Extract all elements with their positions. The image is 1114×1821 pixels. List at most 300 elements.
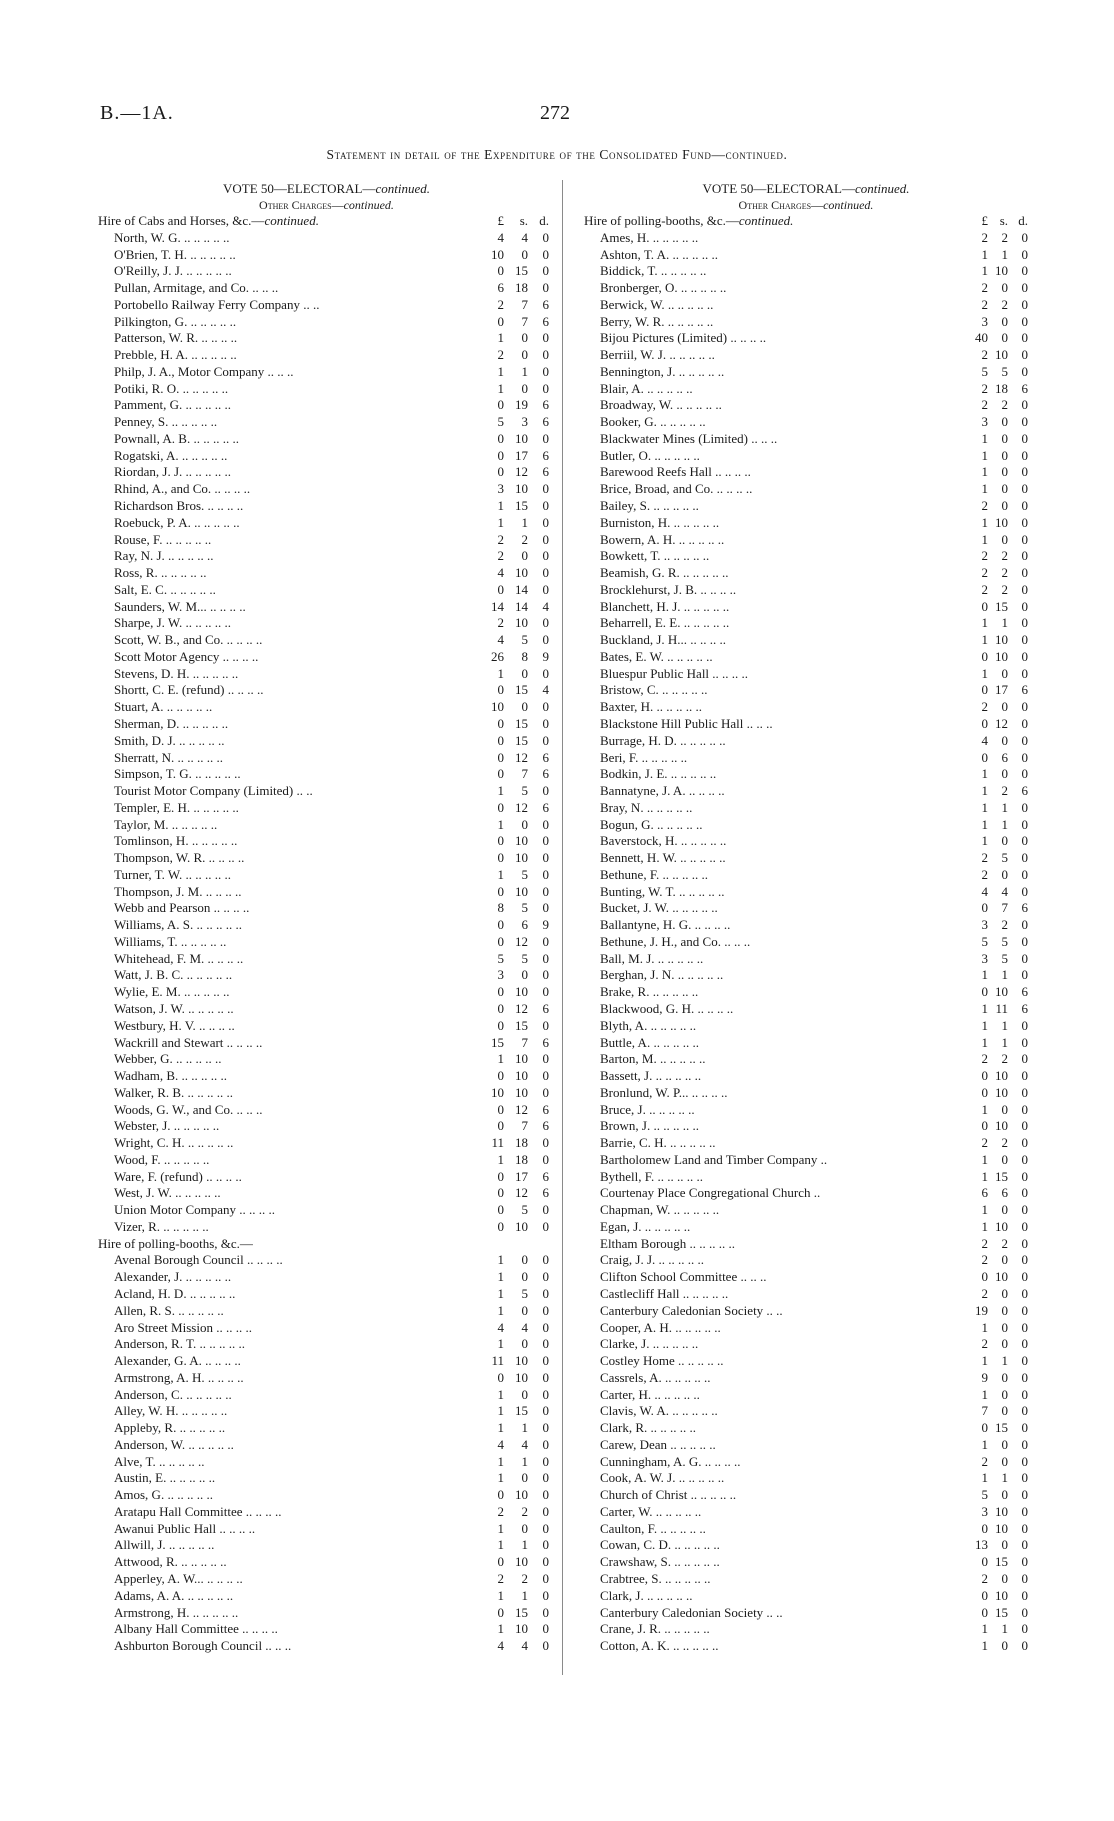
payee-name: Smith, D. J. .. .. .. .. .. [114,732,225,748]
ledger-row [98,381,555,398]
payee-name: Patterson, W. R. .. .. .. .. [114,330,238,346]
payee-name: Bannatyne, J. A. .. .. .. .. [600,783,725,799]
payee-name: Ballantyne, H. G. .. .. .. .. [600,917,731,933]
amount [958,1554,1028,1571]
amount [958,347,1028,364]
other-charges-heading: Other Charges—continued. [259,198,394,212]
payee-name: Bowern, A. H. .. .. .. .. .. [600,531,725,547]
pence-value: 0 [542,1302,549,1318]
payee-name: Acland, H. D. .. .. .. .. .. [114,1286,236,1301]
shillings-value: 1 [1001,1621,1008,1637]
pence-value: 0 [1021,1436,1028,1452]
pence-value: 6 [542,766,549,782]
amount [478,1353,555,1370]
shillings-value: 10 [515,1554,528,1570]
shillings-value: 10 [515,1621,528,1637]
pounds-value: 3 [497,967,504,983]
amount [958,1504,1028,1521]
amount [478,1018,555,1035]
ledger-row [584,599,1028,616]
shillings-value: 10 [995,1084,1008,1100]
pence-value: 0 [1021,363,1028,379]
amount [478,397,555,414]
amount [958,1085,1028,1102]
pence-value: 6 [542,799,549,815]
amount [958,850,1028,867]
amount [478,766,555,783]
right-column [584,180,1028,1655]
pounds-value: 2 [981,866,988,882]
shillings-value: 15 [515,263,528,279]
ledger-row [584,1035,1028,1052]
shillings-value: 2 [1001,296,1008,312]
pounds-header: £ [497,213,504,228]
pounds-value: 0 [981,1118,988,1134]
pence-value: 0 [542,1269,549,1285]
shillings-value: 12 [515,1000,528,1016]
payee-name: Carter, H. .. .. .. .. .. [600,1386,700,1402]
ledger-row [98,1035,555,1052]
ledger-row [98,1554,555,1571]
pounds-value: 2 [497,1571,504,1587]
amount [478,498,555,515]
pounds-value: 2 [981,380,988,396]
shillings-value: 10 [995,632,1008,648]
payee-name: Brice, Broad, and Co. .. .. .. .. [600,481,753,497]
pence-value: 0 [542,850,549,866]
shillings-value: 0 [521,816,528,832]
amount [958,448,1028,465]
amount [478,783,555,800]
pounds-value: 1 [497,514,504,530]
shillings-value: 0 [521,246,528,262]
ledger-row [584,1521,1028,1538]
amount [958,565,1028,582]
ledger-row [584,464,1028,481]
shillings-value: 6 [1001,1185,1008,1201]
payee-name: Clark, J. .. .. .. .. .. [600,1587,693,1603]
shillings-value: 0 [521,548,528,564]
shillings-value: 1 [1001,1470,1008,1486]
payee-name: Ashburton Borough Council .. .. .. [114,1638,292,1654]
amount [478,649,555,666]
shillings-value: 1 [1001,246,1008,262]
ledger-row [584,1236,1028,1253]
amount [478,1638,555,1655]
amount [958,1320,1028,1337]
ledger-row [584,632,1028,649]
amount [478,1437,555,1454]
shillings-value: 0 [1001,531,1008,547]
pence-value: 0 [1021,1554,1028,1570]
payee-name: Baverstock, H. .. .. .. .. .. [600,833,727,849]
amount [958,498,1028,515]
pence-value: 0 [542,498,549,514]
ledger-row [98,750,555,767]
shillings-value: 7 [521,1034,528,1050]
pounds-value: 1 [497,1537,504,1553]
payee-name: Richardson Bros. .. .. .. .. [114,498,244,514]
pounds-value: 1 [497,1252,504,1268]
amount [478,364,555,381]
shillings-value: 0 [1001,1403,1008,1419]
pounds-value: 4 [497,1638,504,1654]
shillings-value: 0 [521,1386,528,1402]
amount [478,1336,555,1353]
amount [958,397,1028,414]
ledger-row [98,498,555,515]
payee-name: Brocklehurst, J. B. .. .. .. .. [600,581,737,597]
pounds-value: 2 [497,296,504,312]
payee-name: Bijou Pictures (Limited) .. .. .. .. [600,330,767,346]
pence-value: 0 [1021,531,1028,547]
amount [478,263,555,280]
shillings-value: 2 [1001,548,1008,564]
pence-value: 0 [1021,565,1028,581]
pence-value: 0 [1021,1369,1028,1385]
payee-name: Union Motor Company .. .. .. .. [114,1202,276,1218]
payee-name: Amos, G. .. .. .. .. .. [114,1487,213,1503]
pounds-value: 1 [981,799,988,815]
pence-value: 0 [1021,1319,1028,1335]
pounds-value: 1 [981,967,988,983]
pounds-value: 4 [497,229,504,245]
payee-name: Clavis, W. A. .. .. .. .. .. [600,1403,718,1419]
amount [958,1571,1028,1588]
statement-heading: Statement in detail of the Expenditure of the Consolidated Fund—continued. [326,147,788,162]
amount [478,1470,555,1487]
pounds-value: 2 [981,296,988,312]
pounds-value: 1 [497,1151,504,1167]
pence-value: 0 [542,1571,549,1587]
ledger-row [584,682,1028,699]
amount [958,1051,1028,1068]
payee-name: Pamment, G. .. .. .. .. .. [114,397,231,413]
shillings-value: 15 [515,732,528,748]
pounds-value: 0 [981,1068,988,1084]
pence-value: 0 [1021,414,1028,430]
pence-value: 0 [542,900,549,916]
payee-name: Bennett, H. W. .. .. .. .. .. [600,850,726,866]
ledger-row [98,1135,555,1152]
payee-name: Adams, A. A. .. .. .. .. .. [114,1587,234,1603]
shillings-value: 10 [995,347,1008,363]
pounds-value: 2 [981,498,988,514]
shillings-value: 3 [521,414,528,430]
ledger-row [98,1470,555,1487]
ledger-row [584,1102,1028,1119]
amount [958,1638,1028,1655]
shillings-header: s. [999,213,1008,228]
pence-value: 0 [542,883,549,899]
ledger-row [584,666,1028,683]
amount [478,448,555,465]
ledger-row [98,1152,555,1169]
ledger-row [98,263,555,280]
payee-name: O'Reilly, J. J. .. .. .. .. .. [114,263,232,279]
payee-name: Allwill, J. .. .. .. .. .. [114,1537,215,1553]
ledger-row [584,1169,1028,1186]
payee-name: Awanui Public Hall .. .. .. .. [114,1520,256,1536]
section-title: Hire of polling-booths, &c.—continued. [584,213,794,228]
pounds-value: 0 [497,984,504,1000]
shillings-value: 7 [521,296,528,312]
amount [958,1387,1028,1404]
amount [958,984,1028,1001]
amount [478,666,555,683]
shillings-value: 14 [515,581,528,597]
amount [958,900,1028,917]
payee-name: Eltham Borough .. .. .. .. .. [600,1235,736,1251]
ledger-row [584,565,1028,582]
shillings-value: 1 [1001,1017,1008,1033]
pounds-value: 2 [981,280,988,296]
payee-name: Sherman, D. .. .. .. .. .. [114,715,229,731]
payee-name: Williams, T. .. .. .. .. .. [114,933,227,949]
amount [478,330,555,347]
amount [958,800,1028,817]
amount [478,1219,555,1236]
payee-name: Webber, G. .. .. .. .. .. [114,1051,222,1067]
amount [478,917,555,934]
amount [478,934,555,951]
ledger-row [98,900,555,917]
pence-value: 0 [1021,1068,1028,1084]
shillings-value: 2 [1001,1135,1008,1151]
ledger-row [98,867,555,884]
pounds-value: 1 [981,263,988,279]
shillings-value: 0 [521,1302,528,1318]
amount [478,414,555,431]
pence-value: 0 [1021,1604,1028,1620]
amount [958,263,1028,280]
pence-value: 0 [1021,1084,1028,1100]
shillings-value: 0 [521,699,528,715]
pounds-value: 2 [981,397,988,413]
ledger-row [584,1387,1028,1404]
pence-header: d. [539,213,549,228]
pence-value: 0 [542,699,549,715]
payee-name: Blackwood, G. H. .. .. .. .. [600,1000,734,1016]
pounds-header: £ [981,213,988,228]
pence-value: 0 [1021,1520,1028,1536]
ledger-row [584,330,1028,347]
ledger-row [98,599,555,616]
shillings-value: 0 [1001,1369,1008,1385]
shillings-value: 5 [1001,933,1008,949]
pounds-value: 0 [497,1218,504,1234]
ledger-row [584,900,1028,917]
shillings-value: 0 [521,330,528,346]
ledger-row [98,565,555,582]
shillings-value: 10 [995,1118,1008,1134]
pounds-value: 10 [491,246,504,262]
ledger-row [98,984,555,1001]
shillings-value: 15 [995,1420,1008,1436]
ledger-row [584,1152,1028,1169]
pence-value: 0 [542,581,549,597]
payee-name: Ware, F. (refund) .. .. .. .. [114,1168,242,1184]
shillings-value: 10 [515,565,528,581]
payee-name: Bennington, J. .. .. .. .. .. [600,363,725,379]
shillings-value: 10 [515,615,528,631]
shillings-value: 0 [521,967,528,983]
pounds-value: 0 [497,1068,504,1084]
ledger-row [584,280,1028,297]
pounds-value: 0 [497,933,504,949]
shillings-value: 10 [515,1051,528,1067]
pounds-value: 11 [491,1353,504,1369]
amount [478,716,555,733]
pounds-value: 0 [981,682,988,698]
pence-value: 0 [542,950,549,966]
pounds-value: 1 [497,816,504,832]
section-title: Hire of polling-booths, &c.— [98,1235,253,1251]
ledger-row [584,716,1028,733]
shillings-value: 12 [515,749,528,765]
shillings-value: 5 [1001,950,1008,966]
pounds-value: 1 [981,514,988,530]
amount [478,1504,555,1521]
pence-value: 0 [542,984,549,1000]
payee-name: Brown, J. .. .. .. .. .. [600,1118,699,1134]
pounds-value: 1 [497,330,504,346]
ledger-row [584,247,1028,264]
shillings-value: 10 [515,850,528,866]
pence-value: 6 [542,296,549,312]
payee-name: O'Brien, T. H. .. .. .. .. .. [114,246,236,262]
payee-name: Saunders, W. M... .. .. .. .. [114,598,246,614]
ledger-row [98,314,555,331]
shillings-value: 0 [1001,766,1008,782]
shillings-value: 2 [1001,229,1008,245]
ledger-row [584,1353,1028,1370]
shillings-value: 11 [995,1000,1008,1016]
pence-value: 0 [1021,1571,1028,1587]
payee-name: Simpson, T. G. .. .. .. .. .. [114,766,241,782]
ledger-row [98,1219,555,1236]
pence-value: 6 [542,1101,549,1117]
shillings-value: 0 [521,1520,528,1536]
shillings-value: 7 [521,1118,528,1134]
payee-name: Berghan, J. N. .. .. .. .. .. [600,967,724,983]
shillings-value: 17 [515,447,528,463]
pence-value: 0 [1021,1218,1028,1234]
amount [478,615,555,632]
shillings-value: 1 [521,1587,528,1603]
payee-name: Blair, A. .. .. .. .. .. [600,380,693,396]
pounds-value: 1 [981,1319,988,1335]
pence-value: 0 [1021,1034,1028,1050]
ledger-row [584,1303,1028,1320]
shillings-value: 15 [515,715,528,731]
payee-name: Bailey, S. .. .. .. .. .. [600,498,699,514]
ledger-row [584,783,1028,800]
shillings-value: 6 [521,917,528,933]
pence-value: 0 [542,347,549,363]
shillings-value: 4 [1001,883,1008,899]
pence-value: 0 [1021,1302,1028,1318]
amount [958,649,1028,666]
pence-value: 0 [542,1520,549,1536]
shillings-value: 5 [521,1286,528,1301]
shillings-value: 5 [521,950,528,966]
ledger-row [98,1051,555,1068]
pence-value: 0 [542,263,549,279]
ledger-row [98,515,555,532]
payee-name: Bogun, G. .. .. .. .. .. [600,816,703,832]
shillings-value: 0 [1001,481,1008,497]
amount [958,1185,1028,1202]
pence-value: 0 [1021,1135,1028,1151]
amount [958,884,1028,901]
pounds-value: 4 [497,565,504,581]
shillings-value: 0 [1001,1436,1008,1452]
payee-name: Crabtree, S. .. .. .. .. .. [600,1571,711,1587]
pounds-value: 0 [497,1554,504,1570]
pence-value: 0 [542,514,549,530]
payee-name: Berry, W. R. .. .. .. .. .. [600,313,714,329]
pounds-value: 0 [497,1168,504,1184]
currency-header [478,213,555,230]
shillings-value: 0 [1001,447,1008,463]
shillings-value: 0 [1001,1638,1008,1654]
payee-name: Alexander, G. A. .. .. .. .. [114,1353,241,1369]
payee-name: Berwick, W. .. .. .. .. .. [600,296,714,312]
ledger-row [98,448,555,465]
amount [958,464,1028,481]
payee-name: Westbury, H. V. .. .. .. .. [114,1017,235,1033]
pounds-value: 1 [981,430,988,446]
amount [478,532,555,549]
amount [958,414,1028,431]
payee-name: Barrie, C. H. .. .. .. .. .. [600,1135,716,1151]
pence-value: 0 [1021,967,1028,983]
shillings-value: 1 [521,1537,528,1553]
pence-value: 0 [542,933,549,949]
pence-value: 6 [1021,900,1028,916]
shillings-value: 0 [1001,665,1008,681]
ledger-row [98,1487,555,1504]
pence-value: 0 [542,967,549,983]
shillings-value: 0 [1001,833,1008,849]
amount [478,733,555,750]
shillings-value: 0 [1001,1386,1008,1402]
shillings-value: 0 [1001,699,1008,715]
amount [478,1605,555,1622]
left-column [98,180,555,1655]
payee-name: Butler, O. .. .. .. .. .. [600,447,700,463]
ledger-row [584,1420,1028,1437]
amount [958,833,1028,850]
pence-value: 9 [542,648,549,664]
amount [958,1336,1028,1353]
ledger-row [98,1252,555,1269]
payee-name: Bartholomew Land and Timber Company .. [600,1151,828,1167]
shillings-value: 0 [521,665,528,681]
shillings-value: 12 [515,464,528,480]
amount [478,582,555,599]
amount [958,532,1028,549]
pence-value: 0 [542,783,549,799]
payee-name: Ball, M. J. .. .. .. .. .. [600,950,704,966]
pence-value: 0 [1021,665,1028,681]
payee-name: Taylor, M. .. .. .. .. .. [114,816,218,832]
amount [958,716,1028,733]
pounds-value: 4 [497,1436,504,1452]
payee-name: Anderson, C. .. .. .. .. .. [114,1386,232,1402]
pence-value: 0 [542,1051,549,1067]
